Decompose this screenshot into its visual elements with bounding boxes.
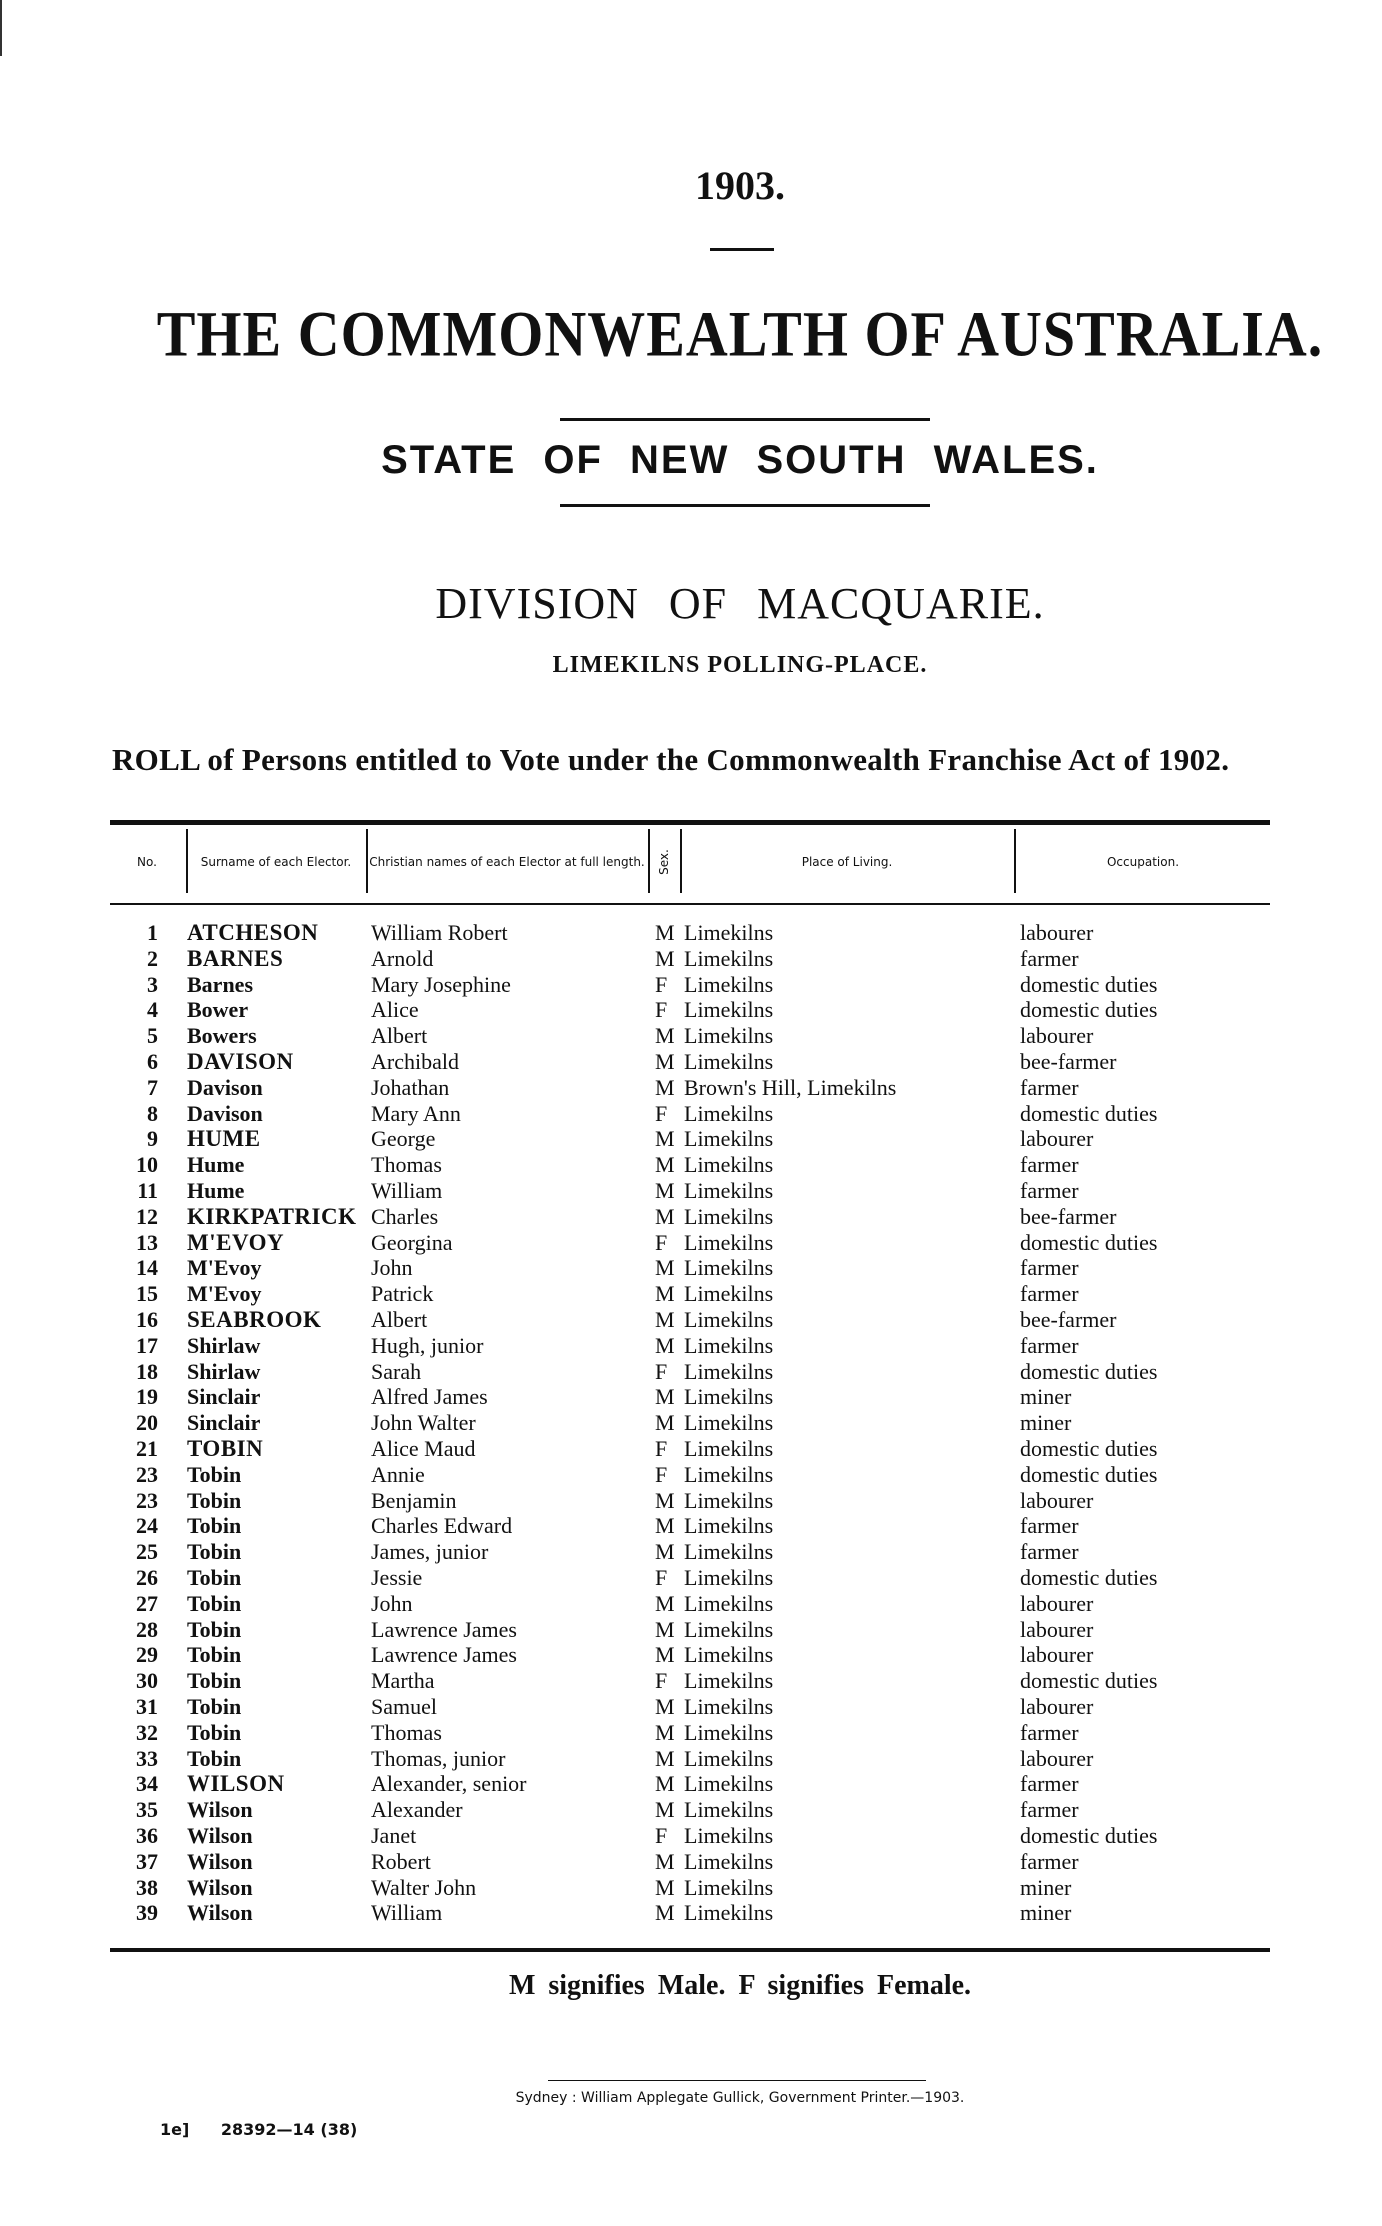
place-of-living-cell: Limekilns	[684, 1358, 774, 1384]
table-bottom-rule	[110, 1948, 1270, 1952]
row-number: 10	[136, 1152, 158, 1178]
place-of-living-cell: Limekilns	[684, 1178, 774, 1203]
table-row	[110, 1797, 1270, 1823]
surname-cell: M'Evoy	[187, 1255, 262, 1281]
sex-cell: M	[655, 1694, 675, 1719]
occupation-cell: farmer	[1020, 1771, 1079, 1797]
place-of-living-cell: Limekilns	[684, 1384, 774, 1410]
table-row	[110, 1513, 1270, 1539]
row-number: 38	[136, 1874, 158, 1900]
row-number: 24	[136, 1513, 158, 1539]
christian-names-cell: Samuel	[371, 1694, 437, 1719]
table-row	[110, 1307, 1270, 1333]
christian-names-cell: Benjamin	[371, 1487, 457, 1513]
place-of-living-cell: Limekilns	[684, 1900, 774, 1926]
row-number: 4	[147, 997, 158, 1023]
surname-cell: Hume	[187, 1178, 245, 1203]
place-of-living-cell: Limekilns	[684, 1668, 774, 1694]
christian-names-cell: Hugh, junior	[371, 1332, 484, 1358]
sex-cell: M	[655, 1745, 675, 1771]
christian-names-cell: Charles Edward	[371, 1513, 513, 1539]
row-number: 3	[147, 971, 158, 997]
table-row	[110, 1075, 1270, 1101]
place-of-living-cell: Limekilns	[684, 945, 774, 971]
column-header-place-of-living: Place of Living.	[801, 855, 893, 869]
place-of-living-cell: Limekilns	[684, 1874, 774, 1900]
row-number: 21	[136, 1436, 158, 1461]
occupation-cell: farmer	[1020, 1178, 1079, 1203]
document-title: THE COMMONWEALTH OF AUSTRALIA.	[156, 297, 1324, 370]
place-of-living-cell: Limekilns	[684, 1642, 774, 1668]
table-row	[110, 1668, 1270, 1694]
table-row	[110, 1746, 1270, 1772]
occupation-cell: labourer	[1020, 1694, 1094, 1719]
occupation-cell: bee-farmer	[1020, 1307, 1117, 1332]
row-number: 6	[147, 1049, 158, 1074]
surname-cell: DAVISON	[187, 1049, 294, 1074]
row-number: 20	[136, 1410, 158, 1436]
surname-cell: M'EVOY	[187, 1229, 285, 1255]
surname-cell: Davison	[187, 1074, 263, 1100]
table-row	[110, 1049, 1270, 1075]
sex-cell: M	[655, 1384, 675, 1410]
surname-cell: Shirlaw	[187, 1332, 261, 1358]
surname-cell: HUME	[187, 1126, 261, 1152]
christian-names-cell: Lawrence James	[371, 1642, 517, 1668]
christian-names-cell: Walter John	[371, 1874, 477, 1900]
row-number: 26	[136, 1565, 158, 1590]
surname-cell: Shirlaw	[187, 1358, 261, 1384]
occupation-cell: labourer	[1020, 1023, 1094, 1049]
state-heading: STATE OF NEW SOUTH WALES.	[381, 438, 1099, 482]
table-row	[110, 1255, 1270, 1281]
occupation-cell: farmer	[1020, 1539, 1079, 1565]
table-row	[110, 1152, 1270, 1178]
occupation-cell: labourer	[1020, 1616, 1094, 1642]
column-header-no: No.	[137, 855, 157, 869]
sex-cell: M	[655, 1590, 675, 1616]
occupation-cell: farmer	[1020, 1281, 1079, 1307]
surname-cell: Davison	[187, 1100, 263, 1126]
table-row	[110, 1126, 1270, 1152]
christian-names-cell: Johathan	[371, 1074, 450, 1100]
sex-cell: M	[655, 1126, 675, 1152]
christian-names-cell: William Robert	[371, 920, 508, 945]
row-number: 36	[136, 1823, 158, 1848]
occupation-cell: farmer	[1020, 1513, 1079, 1539]
surname-cell: Tobin	[187, 1590, 242, 1616]
table-row	[110, 1359, 1270, 1385]
sex-cell: F	[655, 1565, 668, 1590]
sex-cell: M	[655, 1487, 675, 1513]
table-row	[110, 920, 1270, 946]
occupation-cell: domestic duties	[1020, 1565, 1158, 1590]
occupation-cell: domestic duties	[1020, 1823, 1158, 1848]
row-number: 19	[136, 1384, 158, 1410]
sex-cell: F	[655, 1823, 668, 1848]
table-row	[110, 1565, 1270, 1591]
place-of-living-cell: Limekilns	[684, 1513, 774, 1539]
occupation-cell: labourer	[1020, 920, 1094, 945]
row-number: 23	[136, 1461, 158, 1487]
occupation-cell: labourer	[1020, 1642, 1094, 1668]
table-row	[110, 1771, 1270, 1797]
occupation-cell: labourer	[1020, 1487, 1094, 1513]
surname-cell: BARNES	[187, 945, 284, 971]
sex-cell: M	[655, 1410, 675, 1436]
christian-names-cell: Archibald	[371, 1049, 459, 1074]
row-number: 8	[147, 1100, 158, 1126]
christian-names-cell: Martha	[371, 1668, 435, 1694]
occupation-cell: miner	[1020, 1900, 1072, 1926]
row-number: 9	[147, 1126, 158, 1152]
christian-names-cell: Jessie	[371, 1565, 423, 1590]
sex-cell: M	[655, 1255, 675, 1281]
christian-names-cell: Thomas	[371, 1719, 442, 1745]
sex-cell: M	[655, 1848, 675, 1874]
place-of-living-cell: Limekilns	[684, 1771, 774, 1797]
occupation-cell: miner	[1020, 1874, 1072, 1900]
surname-cell: KIRKPATRICK	[187, 1203, 357, 1229]
row-number: 35	[136, 1797, 158, 1823]
sex-cell: M	[655, 1616, 675, 1642]
table-row	[110, 1900, 1270, 1926]
surname-cell: Hume	[187, 1152, 245, 1178]
christian-names-cell: Thomas	[371, 1152, 442, 1178]
christian-names-cell: Janet	[371, 1823, 417, 1848]
surname-cell: Tobin	[187, 1461, 242, 1487]
table-row	[110, 946, 1270, 972]
surname-cell: WILSON	[187, 1771, 285, 1797]
place-of-living-cell: Limekilns	[684, 1797, 774, 1823]
place-of-living-cell: Limekilns	[684, 1694, 774, 1719]
place-of-living-cell: Limekilns	[684, 1719, 774, 1745]
place-of-living-cell: Limekilns	[684, 1436, 774, 1461]
sex-cell: M	[655, 1332, 675, 1358]
table-row	[110, 1281, 1270, 1307]
sex-cell: M	[655, 1203, 675, 1229]
sex-cell: M	[655, 1719, 675, 1745]
surname-cell: SEABROOK	[187, 1307, 322, 1332]
row-number: 30	[136, 1668, 158, 1694]
christian-names-cell: Alice	[371, 997, 419, 1023]
occupation-cell: domestic duties	[1020, 971, 1158, 997]
surname-cell: Bower	[187, 997, 249, 1023]
table-row	[110, 1178, 1270, 1204]
table-row	[110, 1539, 1270, 1565]
sex-cell: F	[655, 1100, 668, 1126]
occupation-cell: farmer	[1020, 1797, 1079, 1823]
christian-names-cell: Mary Ann	[371, 1100, 461, 1126]
christian-names-cell: Arnold	[371, 945, 434, 971]
table-row	[110, 1849, 1270, 1875]
state-divider	[560, 504, 930, 507]
occupation-cell: farmer	[1020, 945, 1079, 971]
place-of-living-cell: Limekilns	[684, 1203, 774, 1229]
occupation-cell: domestic duties	[1020, 1436, 1158, 1461]
christian-names-cell: Alfred James	[371, 1384, 488, 1410]
sex-cell: M	[655, 1281, 675, 1307]
sex-cell: F	[655, 1461, 668, 1487]
surname-cell: Tobin	[187, 1616, 242, 1642]
row-number: 15	[136, 1281, 158, 1307]
occupation-cell: domestic duties	[1020, 1358, 1158, 1384]
place-of-living-cell: Limekilns	[684, 1023, 774, 1049]
place-of-living-cell: Brown's Hill, Limekilns	[684, 1074, 897, 1100]
surname-cell: TOBIN	[187, 1436, 264, 1461]
place-of-living-cell: Limekilns	[684, 997, 774, 1023]
christian-names-cell: Mary Josephine	[371, 971, 511, 997]
column-header-sex-label: Sex.	[657, 849, 671, 875]
surname-cell: Tobin	[187, 1694, 242, 1719]
occupation-cell: domestic duties	[1020, 1229, 1158, 1255]
place-of-living-cell: Limekilns	[684, 1100, 774, 1126]
polling-place-heading: LIMEKILNS POLLING-PLACE.	[552, 652, 928, 678]
sex-cell: M	[655, 1152, 675, 1178]
row-number: 29	[136, 1642, 158, 1668]
column-header-christian-names: Christian names of each Elector at full length.	[369, 855, 645, 869]
surname-cell: Tobin	[187, 1668, 242, 1694]
sex-cell: M	[655, 1539, 675, 1565]
christian-names-cell: Thomas, junior	[371, 1745, 506, 1771]
occupation-cell: labourer	[1020, 1745, 1094, 1771]
row-number: 37	[136, 1848, 158, 1874]
place-of-living-cell: Limekilns	[684, 1616, 774, 1642]
occupation-cell: labourer	[1020, 1590, 1094, 1616]
christian-names-cell: George	[371, 1126, 436, 1152]
sex-cell: M	[655, 1049, 675, 1074]
row-number: 16	[136, 1307, 158, 1332]
christian-names-cell: John	[371, 1590, 413, 1616]
sex-cell: F	[655, 1436, 668, 1461]
table-row	[110, 1694, 1270, 1720]
surname-cell: Tobin	[187, 1642, 242, 1668]
table-row	[110, 997, 1270, 1023]
occupation-cell: domestic duties	[1020, 997, 1158, 1023]
table-row	[110, 1462, 1270, 1488]
occupation-cell: domestic duties	[1020, 1461, 1158, 1487]
sex-cell: M	[655, 1513, 675, 1539]
christian-names-cell: William	[371, 1178, 443, 1203]
row-number: 18	[136, 1358, 158, 1384]
occupation-cell: farmer	[1020, 1848, 1079, 1874]
table-header	[110, 820, 1270, 905]
surname-cell: Wilson	[187, 1900, 253, 1926]
row-number: 33	[136, 1745, 158, 1771]
table-row	[110, 1591, 1270, 1617]
row-number: 27	[136, 1590, 158, 1616]
sex-cell: M	[655, 1771, 675, 1797]
row-number: 14	[136, 1255, 158, 1281]
christian-names-cell: Alexander, senior	[371, 1771, 527, 1797]
christian-names-cell: Robert	[371, 1848, 431, 1874]
table-row	[110, 1720, 1270, 1746]
print-reference	[160, 2120, 383, 2139]
occupation-cell: miner	[1020, 1384, 1072, 1410]
sex-cell: F	[655, 997, 668, 1023]
row-number: 1	[147, 920, 158, 945]
sex-cell: F	[655, 1668, 668, 1694]
table-row	[110, 1204, 1270, 1230]
table-row	[110, 1488, 1270, 1514]
surname-cell: M'Evoy	[187, 1281, 262, 1307]
sex-cell: F	[655, 971, 668, 997]
place-of-living-cell: Limekilns	[684, 1487, 774, 1513]
place-of-living-cell: Limekilns	[684, 971, 774, 997]
printer-imprint: Sydney : William Applegate Gullick, Government Printer.—1903.	[515, 2090, 965, 2106]
sex-cell: M	[655, 1642, 675, 1668]
occupation-cell: farmer	[1020, 1332, 1079, 1358]
surname-cell: Bowers	[187, 1023, 257, 1049]
place-of-living-cell: Limekilns	[684, 1049, 774, 1074]
christian-names-cell: John	[371, 1255, 413, 1281]
division-heading: DIVISION OF MACQUARIE.	[435, 579, 1045, 628]
table-row	[110, 1384, 1270, 1410]
sex-cell: F	[655, 1229, 668, 1255]
sex-legend: M signifies Male. F signifies Female.	[508, 1970, 972, 2001]
occupation-cell: farmer	[1020, 1255, 1079, 1281]
surname-cell: Tobin	[187, 1513, 242, 1539]
surname-cell: Tobin	[187, 1565, 242, 1590]
christian-names-cell: Patrick	[371, 1281, 434, 1307]
table-row	[110, 1436, 1270, 1462]
row-number: 17	[136, 1332, 158, 1358]
row-number: 23	[136, 1487, 158, 1513]
sex-cell: M	[655, 1307, 675, 1332]
sex-cell: M	[655, 1797, 675, 1823]
row-number: 31	[136, 1694, 158, 1719]
place-of-living-cell: Limekilns	[684, 1410, 774, 1436]
printer-divider	[548, 2080, 926, 2081]
row-number: 39	[136, 1900, 158, 1926]
place-of-living-cell: Limekilns	[684, 1539, 774, 1565]
occupation-cell: bee-farmer	[1020, 1203, 1117, 1229]
occupation-cell: domestic duties	[1020, 1668, 1158, 1694]
sex-cell: M	[655, 1178, 675, 1203]
christian-names-cell: Alice Maud	[371, 1436, 476, 1461]
occupation-cell: farmer	[1020, 1719, 1079, 1745]
row-number: 25	[136, 1539, 158, 1565]
occupation-cell: labourer	[1020, 1126, 1094, 1152]
occupation-cell: domestic duties	[1020, 1100, 1158, 1126]
place-of-living-cell: Limekilns	[684, 1745, 774, 1771]
table-row	[110, 1101, 1270, 1127]
sex-cell: M	[655, 1900, 675, 1926]
place-of-living-cell: Limekilns	[684, 1281, 774, 1307]
surname-cell: Wilson	[187, 1848, 253, 1874]
row-number: 11	[137, 1178, 158, 1203]
row-number: 12	[136, 1203, 158, 1229]
title-divider	[560, 418, 930, 421]
surname-cell: Wilson	[187, 1797, 253, 1823]
place-of-living-cell: Limekilns	[684, 920, 774, 945]
row-number: 7	[147, 1074, 158, 1100]
place-of-living-cell: Limekilns	[684, 1126, 774, 1152]
column-header-sex	[650, 831, 678, 893]
row-number: 34	[136, 1771, 158, 1797]
row-number: 2	[147, 945, 158, 971]
table-row	[110, 1823, 1270, 1849]
christian-names-cell: Albert	[371, 1307, 428, 1332]
table-row	[110, 1023, 1270, 1049]
surname-cell: Tobin	[187, 1745, 242, 1771]
surname-cell: Tobin	[187, 1539, 242, 1565]
row-number: 28	[136, 1616, 158, 1642]
place-of-living-cell: Limekilns	[684, 1332, 774, 1358]
row-number: 5	[147, 1023, 158, 1049]
place-of-living-cell: Limekilns	[684, 1255, 774, 1281]
sex-cell: M	[655, 1874, 675, 1900]
occupation-cell: miner	[1020, 1410, 1072, 1436]
christian-names-cell: Charles	[371, 1203, 439, 1229]
table-row	[110, 1642, 1270, 1668]
place-of-living-cell: Limekilns	[684, 1152, 774, 1178]
sex-cell: M	[655, 945, 675, 971]
place-of-living-cell: Limekilns	[684, 1848, 774, 1874]
christian-names-cell: Georgina	[371, 1229, 453, 1255]
roll-heading: ROLL of Persons entitled to Vote under the Commonwealth Franchise Act of 1902.	[112, 742, 1230, 777]
table-row	[110, 1333, 1270, 1359]
christian-names-cell: James, junior	[371, 1539, 489, 1565]
sex-cell: M	[655, 1074, 675, 1100]
surname-cell: Sinclair	[187, 1384, 261, 1410]
occupation-cell: farmer	[1020, 1074, 1079, 1100]
table-row	[110, 1410, 1270, 1436]
table-row	[110, 1617, 1270, 1643]
print-reference-prefix: 1e]	[160, 2120, 190, 2139]
place-of-living-cell: Limekilns	[684, 1307, 774, 1332]
occupation-cell: bee-farmer	[1020, 1049, 1117, 1074]
sex-cell: F	[655, 1358, 668, 1384]
christian-names-cell: William	[371, 1900, 443, 1926]
column-header-surname: Surname of each Elector.	[200, 855, 352, 869]
christian-names-cell: Annie	[371, 1461, 425, 1487]
place-of-living-cell: Limekilns	[684, 1565, 774, 1590]
column-header-occupation: Occupation.	[1106, 855, 1180, 869]
row-number: 13	[136, 1229, 158, 1255]
place-of-living-cell: Limekilns	[684, 1461, 774, 1487]
year-divider	[710, 248, 774, 251]
page-edge-mark	[0, 0, 2, 56]
christian-names-cell: Albert	[371, 1023, 428, 1049]
table-row	[110, 1875, 1270, 1901]
christian-names-cell: John Walter	[371, 1410, 476, 1436]
surname-cell: ATCHESON	[187, 920, 319, 945]
christian-names-cell: Lawrence James	[371, 1616, 517, 1642]
surname-cell: Barnes	[187, 971, 253, 997]
place-of-living-cell: Limekilns	[684, 1823, 774, 1848]
christian-names-cell: Sarah	[371, 1358, 422, 1384]
sex-cell: M	[655, 1023, 675, 1049]
sex-cell: M	[655, 920, 675, 945]
christian-names-cell: Alexander	[371, 1797, 463, 1823]
surname-cell: Sinclair	[187, 1410, 261, 1436]
place-of-living-cell: Limekilns	[684, 1590, 774, 1616]
place-of-living-cell: Limekilns	[684, 1229, 774, 1255]
surname-cell: Tobin	[187, 1719, 242, 1745]
print-reference-code: 28392—14 (38)	[220, 2120, 358, 2139]
document-year: 1903.	[695, 163, 785, 208]
surname-cell: Wilson	[187, 1823, 253, 1848]
surname-cell: Tobin	[187, 1487, 242, 1513]
surname-cell: Wilson	[187, 1874, 253, 1900]
row-number: 32	[136, 1719, 158, 1745]
table-row	[110, 972, 1270, 998]
table-row	[110, 1230, 1270, 1256]
occupation-cell: farmer	[1020, 1152, 1079, 1178]
